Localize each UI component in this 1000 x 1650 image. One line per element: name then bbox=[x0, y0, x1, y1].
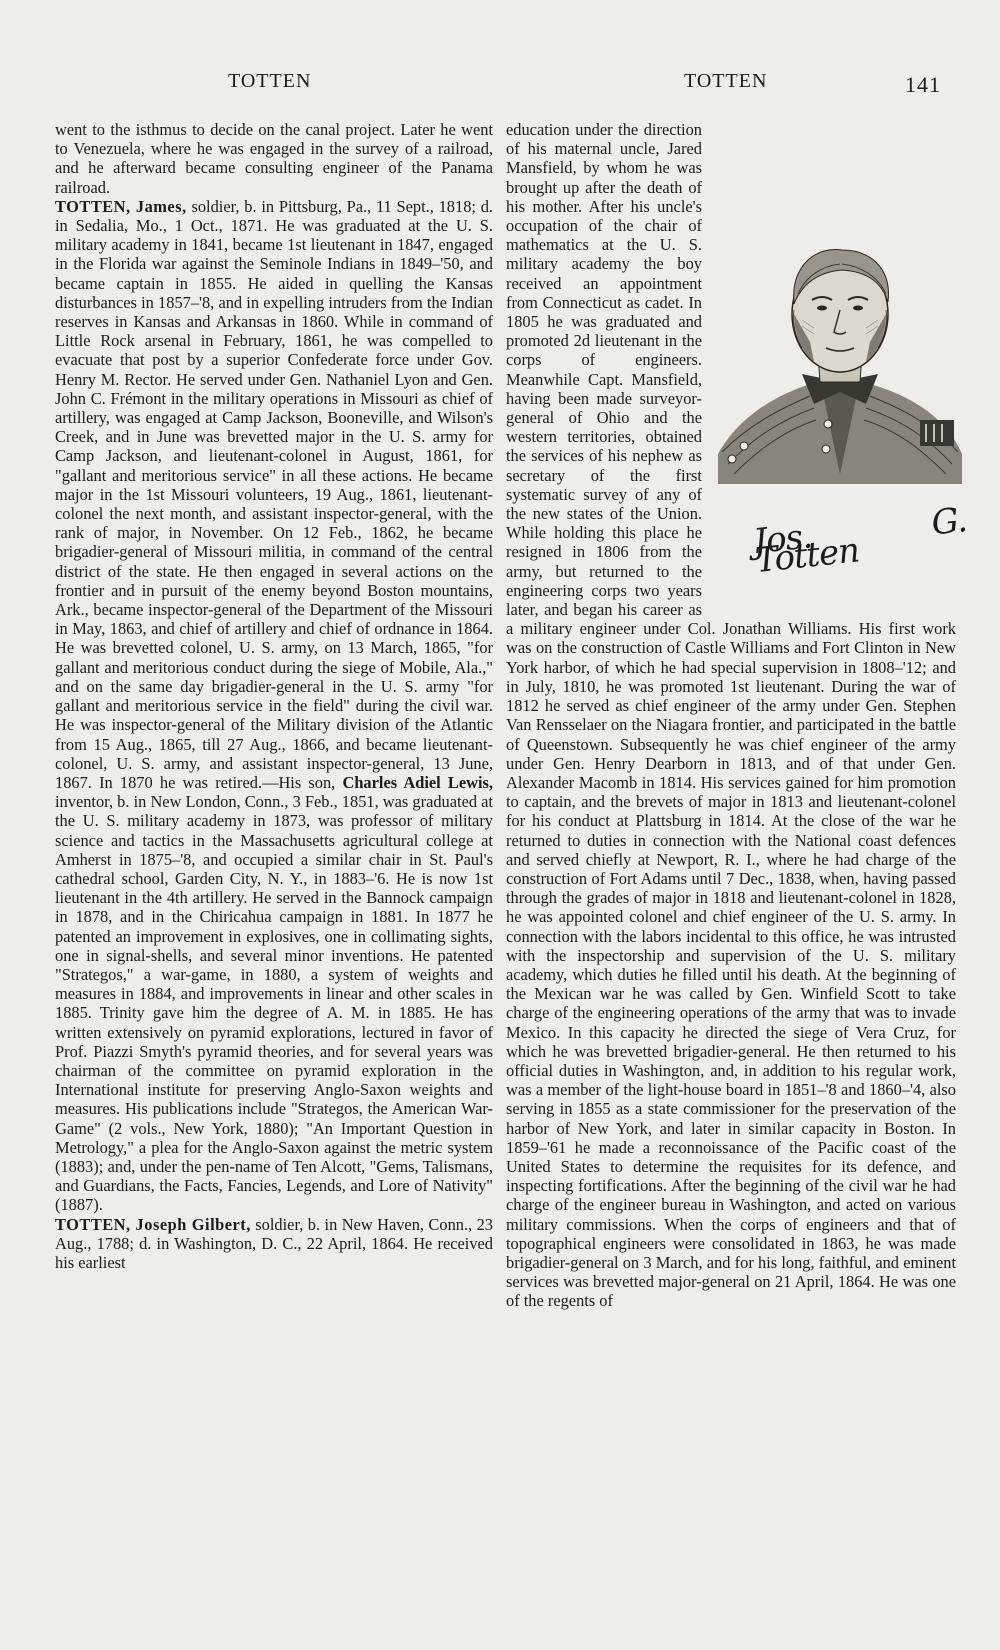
paragraph-panama: went to the isthmus to decide on the canal project. Later he went to Venezuela, where he was engaged in the survey of a railroad, and he afterward became consulting engineer of the Panama railroad. bbox=[55, 120, 493, 197]
portrait-figure bbox=[710, 224, 968, 609]
entry-joseph-continued: education under the direction of his maternal uncle, Jared Mansfield, by whom he was brought up after the death of his mother. After his uncle's occupation of the chair of mathematics at the U. S. military academy the boy received an appointment from Connecticut as cadet. In 1805 he was graduated and promoted 2d lieutenant in the corps of engineers. Meanwhile Capt. Mansfield, having been made surveyor-general of Ohio and the western territories, obtained the services of his nephew as secretary of the first systematic survey of any of the new states of the Union. While holding this place he resigned in 1806 from the army, but returned to the engineering corps two years later, and began his career as a military engineer under Col. Jonathan Williams. His first work was on the construction of Castle Williams and Fort Clinton in New York harbor, of which he had special supervision in 1808–'12; and in July, 1810, he was promoted 1st lieutenant. During the war of 1812 he served as chief engineer of the army under Gen. Stephen Van Rensselaer on the Niagara frontier, and participated in the battle of Queenstown. Subsequently he was chief engineer of the army under Gen. Henry Dearborn in 1813, and of that under Gen. Alexander Macomb in 1814. His services gained for him promotion to captain, and the brevets of major in 1813 and lieutenant-colonel for his conduct at Plattsburg in 1814. At the close of the war he returned to duties in connection with the National coast defences and served chiefly at Newport, R. I., where he had charge of the construction of Fort Adams until 7 Dec., 1838, when, having passed through the grades of major in 1818 and lieutenant-colonel in 1828, he was appointed colonel and chief engineer of the U. S. army. In connection with the labors incidental to this office, he was intrusted with the inspectorship and supervision of the U. S. military academy, which duties he filled until his death. At the beginning of the Mexican war he was called by Gen. Winfield Scott to take charge of the engineering operations of the army that was to invade Mexico. In this capacity he directed the siege of Vera Cruz, for which he was brevetted brigadier-general. He then returned to his official duties in Washington, and, in addition to his regular work, was a member of the light-house board in 1851–'8 and 1860–'4, also serving in 1855 as a state commissioner for the preservation of the harbor of New York, and later in similar capacity in Boston. In 1859–'61 he made a reconnoissance of the Pacific coast of the United States to determine the requisites for its defence, and inspecting fortifications. After the beginning of the civil war he had charge of the engineer bureau in Washington, and acted on various military commissions. When the corps of engineers and that of topographical engineers were consolidated in 1863, he was made brigadier-general on 3 March, and for his long, faithful, and eminent services was brevetted major-general on 21 April, 1864. He was one of the regents of bbox=[506, 120, 956, 1311]
page-number: 141 bbox=[905, 72, 941, 97]
entry-heading: TOTTEN, James, bbox=[55, 196, 187, 216]
entry-body: soldier, b. in New Haven, Conn., 23 Aug., 1788; d. in Washington, D. C., 22 April, 1864. He received his earliest bbox=[55, 1214, 493, 1272]
right-column bbox=[506, 120, 969, 1311]
signature: Jos. G. Totten bbox=[751, 499, 969, 582]
entry-joseph-totten bbox=[55, 1215, 493, 1273]
entry-james-totten bbox=[55, 197, 493, 1215]
entry-body: soldier, b. in Pittsburg, Pa., 11 Sept., 1818; d. in Sedalia, Mo., 1 Oct., 1871. He was graduated at the U. S. military academy in 1841, became 1st lieutenant in 1847, engaged in the Florida war against the Seminole Indians in 1849–'50, and became captain in 1855. He aided in quelling the Kansas disturbances in 1857–'8, and in expelling intruders from the Indian reserves in Kansas and Arkansas in 1860. While in command of Little Rock arsenal in February, 1861, he was compelled to evacuate that post by a superior Confederate force under Gov. Henry M. Rector. He served under Gen. Nathaniel Lyon and Gen. John C. Frémont in the military operations in Missouri as chief of artillery, was engaged at Camp Jackson, Booneville, and Wilson's Creek, and in June was brevetted major in the U. S. army for Camp Jackson, and lieutenant-colonel in August, 1861, for "gallant and meritorious service" in all these actions. He became major in the 1st Missouri volunteers, 19 Aug., 1861, lieutenant-colonel the next month, and assistant inspector-general, with the rank of major, in November. On 12 Feb., 1862, he became brigadier-general of Missouri militia, in command of the central district of the state. He then engaged in several actions on the frontier and in pursuit of the enemy beyond Boston mountains, Ark., became inspector-general of the Department of the Missouri in May, 1863, and chief of artillery and chief of ordnance in 1864. He was brevetted colonel, U. S. army, on 13 March, 1865, "for gallant and meritorious conduct during the siege of Mobile, Ala.," and on the same day brigadier-general in the U. S. army "for gallant and meritorious service in the field" during the civil war. He was inspector-general of the Military division of the Atlantic from 15 Aug., 1865, till 27 Aug., 1866, and became lieutenant-colonel, U. S. army, and assistant inspector-general, 13 June, 1867. In 1870 he was retired.—His son, bbox=[55, 196, 493, 792]
son-name: Charles Adiel Lewis, bbox=[342, 772, 493, 792]
entry-heading: TOTTEN, Joseph Gilbert, bbox=[55, 1214, 251, 1234]
entry-body-charles: inventor, b. in New London, Conn., 3 Feb., 1851, was graduated at the U. S. military academy in 1873, was professor of military science and tactics in the Massachusetts agricultural college at Amherst in 1875–'8, and occupied a similar chair in St. Paul's cathedral school, Garden City, N. Y., in 1883–'6. He is now 1st lieutenant in the 4th artillery. He served in the Bannock campaign in 1878, and in the Chiricahua campaign in 1881. In 1877 he patented an improvement in explosives, one in collimating sights, one in signal-shells, and several minor inventions. He patented "Strategos," a war-game, in 1880, a system of weights and measures in 1884, and improvements in linear and other scales in 1885. Trinity gave him the degree of A. M. in 1885. He has written extensively on pyramid explorations, lectured in favor of Prof. Piazzi Smyth's pyramid theories, and for several years was chairman of the committee on pyramid exploration in the International institute for preserving Anglo-Saxon weights and measures. His publications include "Strategos, the American War-Game" (2 vols., New York, 1880); "An Important Question in Metrology," a plea for the Anglo-Saxon against the metric system (1883); and, under the pen-name of Ten Alcott, "Gems, Talismans, and Guardians, the Facts, Fancies, Legends, and Lore of Nativity" (1887). bbox=[55, 792, 493, 1215]
running-head-left: TOTTEN bbox=[228, 70, 312, 92]
running-head-right: TOTTEN bbox=[684, 70, 768, 92]
left-column bbox=[55, 120, 493, 1272]
